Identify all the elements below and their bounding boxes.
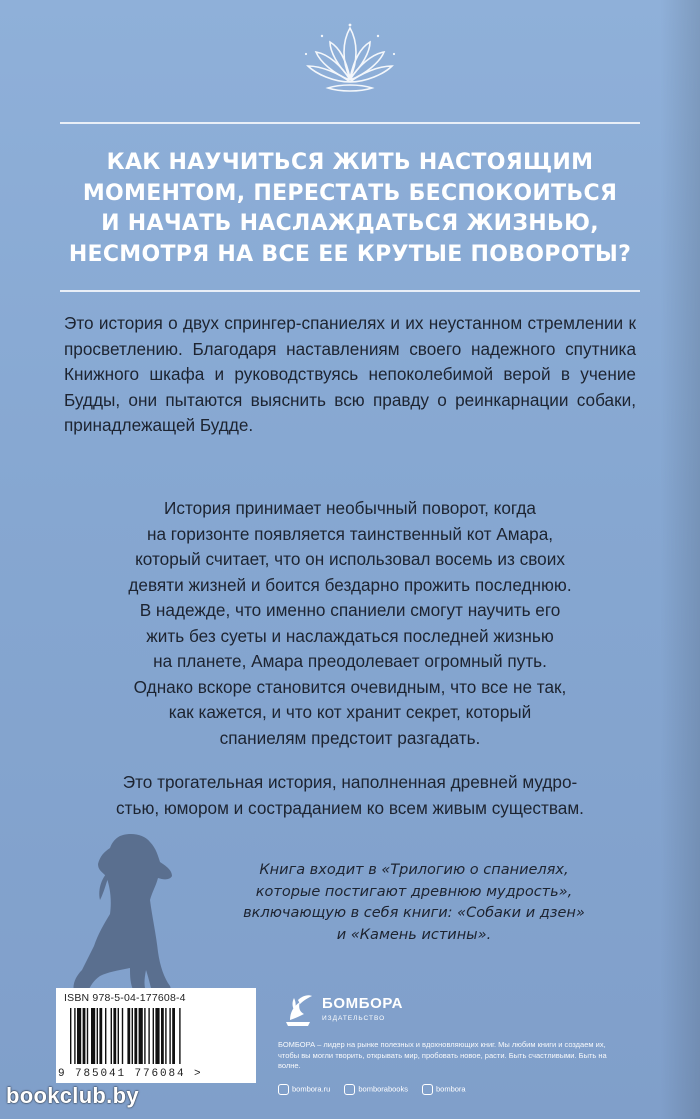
barcode-bar — [165, 1008, 166, 1064]
headline-line: КАК НАУЧИТЬСЯ ЖИТЬ НАСТОЯЩИМ — [106, 150, 594, 175]
watermark: bookclub.by — [6, 1083, 139, 1108]
bombora-logo-icon — [278, 990, 318, 1030]
publisher-description: БОМБОРА – лидер на рынке полезных и вдохновляющих книг. Мы любим книги и создаем их, чтобы вы могли творить, открывать мир, пробовать новое, расти. Быть счастливыми. Быть на волне. — [278, 1040, 607, 1070]
plot-line: Однако вскоре становится очевидным, что все не так, — [133, 676, 567, 697]
isbn-label: ISBN 978-5-04-177608-4 — [64, 992, 186, 1004]
publisher-name: БОМБОРА — [322, 995, 404, 1012]
barcode-bar — [91, 1008, 95, 1064]
barcode-bars — [68, 1008, 244, 1064]
publisher-subtitle: ИЗДАТЕЛЬСТВО — [322, 1015, 386, 1022]
social-label: bomborabooks — [358, 1083, 408, 1093]
barcode-bar — [77, 1008, 81, 1064]
plot-line: девяти жизней и боится бездарно прожить последнюю. — [128, 574, 572, 595]
social-label: bombora.ru — [292, 1083, 331, 1093]
summary-line: стью, юмором и состраданием ко всем живым существам. — [116, 797, 584, 818]
barcode-bar — [132, 1008, 133, 1064]
barcode-bar — [105, 1008, 106, 1064]
barcode — [56, 988, 256, 1083]
plot-line: История принимает необычный поворот, когда — [164, 498, 536, 518]
barcode-bar — [172, 1008, 175, 1064]
barcode-bar — [127, 1008, 130, 1064]
barcode-bar — [169, 1008, 170, 1064]
barcode-bar — [118, 1008, 119, 1064]
barcode-bar — [74, 1008, 75, 1064]
barcode-bar — [97, 1008, 98, 1064]
middle-divider — [60, 290, 640, 292]
social-network-icon — [344, 1084, 355, 1095]
barcode-bar — [153, 1008, 154, 1064]
barcode-bar — [113, 1008, 116, 1064]
plot-line: на горизонте появляется таинственный кот Амара, — [146, 523, 554, 544]
dog-silhouette-icon — [60, 830, 190, 995]
plot-line: спаниелям предстоит разгадать. — [219, 727, 481, 748]
lotus-icon — [300, 22, 400, 102]
trilogy-line: и «Камень истины». — [336, 926, 492, 943]
plot-line: который считает, что он использовал восемь из своих — [135, 549, 565, 569]
barcode-bar — [179, 1008, 180, 1064]
trilogy-line: Книга входит в «Трилогию о спаниелях, — [259, 862, 569, 878]
headline-line: МОМЕНТОМ, ПЕРЕСТАТЬ БЕСПОКОИТЬСЯ — [82, 180, 618, 206]
barcode-bar — [99, 1008, 102, 1064]
social-site[interactable] — [278, 1084, 330, 1095]
plot-line: жить без суеты и наслаждаться последней жизнью — [146, 625, 554, 646]
globe-icon — [278, 1084, 289, 1095]
barcode-bar — [144, 1008, 145, 1064]
plot-line: на планете, Амара преодолевает огромный путь. — [153, 651, 547, 671]
barcode-bar — [87, 1008, 88, 1064]
messenger-icon — [422, 1084, 433, 1095]
social-label: bombora — [435, 1083, 466, 1093]
headline-line: НЕСМОТРЯ НА ВСЕ ЕЕ КРУТЫЕ ПОВОРОТЫ? — [68, 241, 632, 267]
barcode-bar — [70, 1008, 71, 1064]
barcode-bar — [139, 1008, 143, 1064]
headline — [60, 148, 640, 270]
headline-line: И НАЧАТЬ НАСЛАЖДАТЬСЯ ЖИЗНЬЮ, — [101, 211, 599, 236]
barcode-bar — [155, 1008, 159, 1064]
barcode-bar — [134, 1008, 137, 1064]
plot-line: как кажется, и что кот хранит секрет, который — [168, 702, 532, 722]
summary-line: Это трогательная история, наполненная древней мудро- — [122, 772, 578, 792]
barcode-bar — [122, 1008, 123, 1064]
barcode-bar — [83, 1008, 86, 1064]
trilogy-line: которые постигают древнюю мудрость», — [255, 883, 573, 900]
intro-paragraph: Это история о двух спрингер-спаниелях и их неустанном стремлении к просветлению. Благодаря наставлениям своего надежного спутника Книжного шкафа и руководствуясь непоколебимой верой в учение Будды, они пытаются выяснить всю правду о реинкарнации собаки, принадлежащей Будде. — [64, 313, 636, 435]
social-books[interactable] — [344, 1084, 408, 1095]
barcode-bar — [111, 1008, 112, 1064]
publisher-socials — [278, 1083, 466, 1095]
summary-paragraph — [64, 770, 636, 821]
barcode-bar — [161, 1008, 164, 1064]
barcode-bar — [148, 1008, 149, 1064]
social-channel[interactable] — [422, 1084, 466, 1095]
top-divider — [60, 122, 640, 124]
trilogy-line: включающую в себя книги: «Собаки и дзен» — [243, 905, 585, 921]
trilogy-note — [204, 860, 624, 946]
plot-paragraph — [64, 496, 636, 751]
barcode-digits: 9 785041 776084 > — [58, 1068, 203, 1080]
plot-line: В надежде, что именно спаниели смогут научить его — [139, 600, 561, 620]
